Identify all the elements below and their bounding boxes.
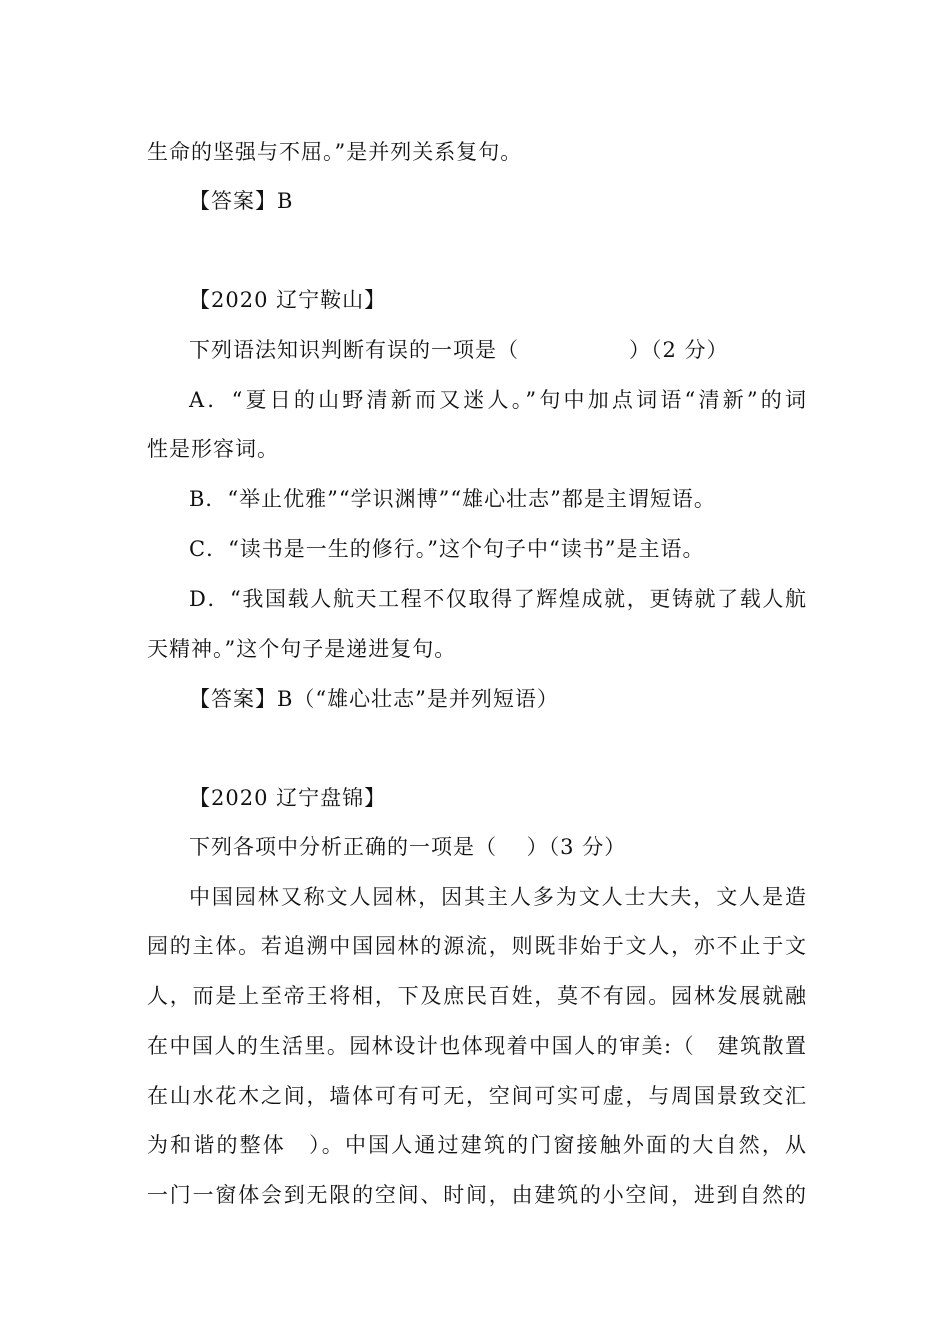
- passage-line: 园的主体。若追溯中国园林的源流，则既非始于文人，亦不止于文: [147, 934, 807, 958]
- question-source: 【2020 辽宁盘锦】: [189, 786, 387, 810]
- answer-line: 【答案】B: [189, 189, 294, 213]
- passage-line: 在中国人的生活里。园林设计也体现着中国人的审美:（ 建筑散置: [147, 1034, 807, 1058]
- option-c: C．“读书是一生的修行。”这个句子中“读书”是主语。: [189, 537, 705, 561]
- text-line: 生命的坚强与不屈。”是并列关系复句。: [147, 140, 523, 164]
- passage-line: 中国园林又称文人园林，因其主人多为文人士大夫，文人是造: [189, 885, 807, 909]
- question-stem: 下列语法知识判断有误的一项是（ ）（2 分）: [189, 338, 729, 362]
- option-d: D．“我国载人航天工程不仅取得了辉煌成就，更铸就了载人航: [189, 587, 807, 611]
- option-a: A．“夏日的山野清新而又迷人。”句中加点词语“清新”的词: [189, 388, 807, 412]
- passage-line: 在山水花木之间，墙体可有可无，空间可实可虚，与周国景致交汇: [147, 1084, 807, 1108]
- answer-line: 【答案】B（“雄心壮志”是并列短语）: [189, 687, 559, 711]
- option-a-continued: 性是形容词。: [147, 437, 279, 461]
- passage-line: 为和谐的整体 ）。中国人通过建筑的门窗接触外面的大自然，从: [147, 1133, 807, 1157]
- option-d-continued: 天精神。”这个句子是递进复句。: [147, 637, 457, 661]
- option-b: B．“举止优雅”“学识渊博”“雄心壮志”都是主谓短语。: [189, 487, 716, 511]
- question-source: 【2020 辽宁鞍山】: [189, 288, 387, 312]
- question-stem: 下列各项中分析正确的一项是（ ）（3 分）: [189, 835, 627, 859]
- passage-line: 人，而是上至帝王将相，下及庶民百姓，莫不有园。园林发展就融: [147, 984, 807, 1008]
- passage-line: 一门一窗体会到无限的空间、时间，由建筑的小空间，进到自然的: [147, 1183, 807, 1207]
